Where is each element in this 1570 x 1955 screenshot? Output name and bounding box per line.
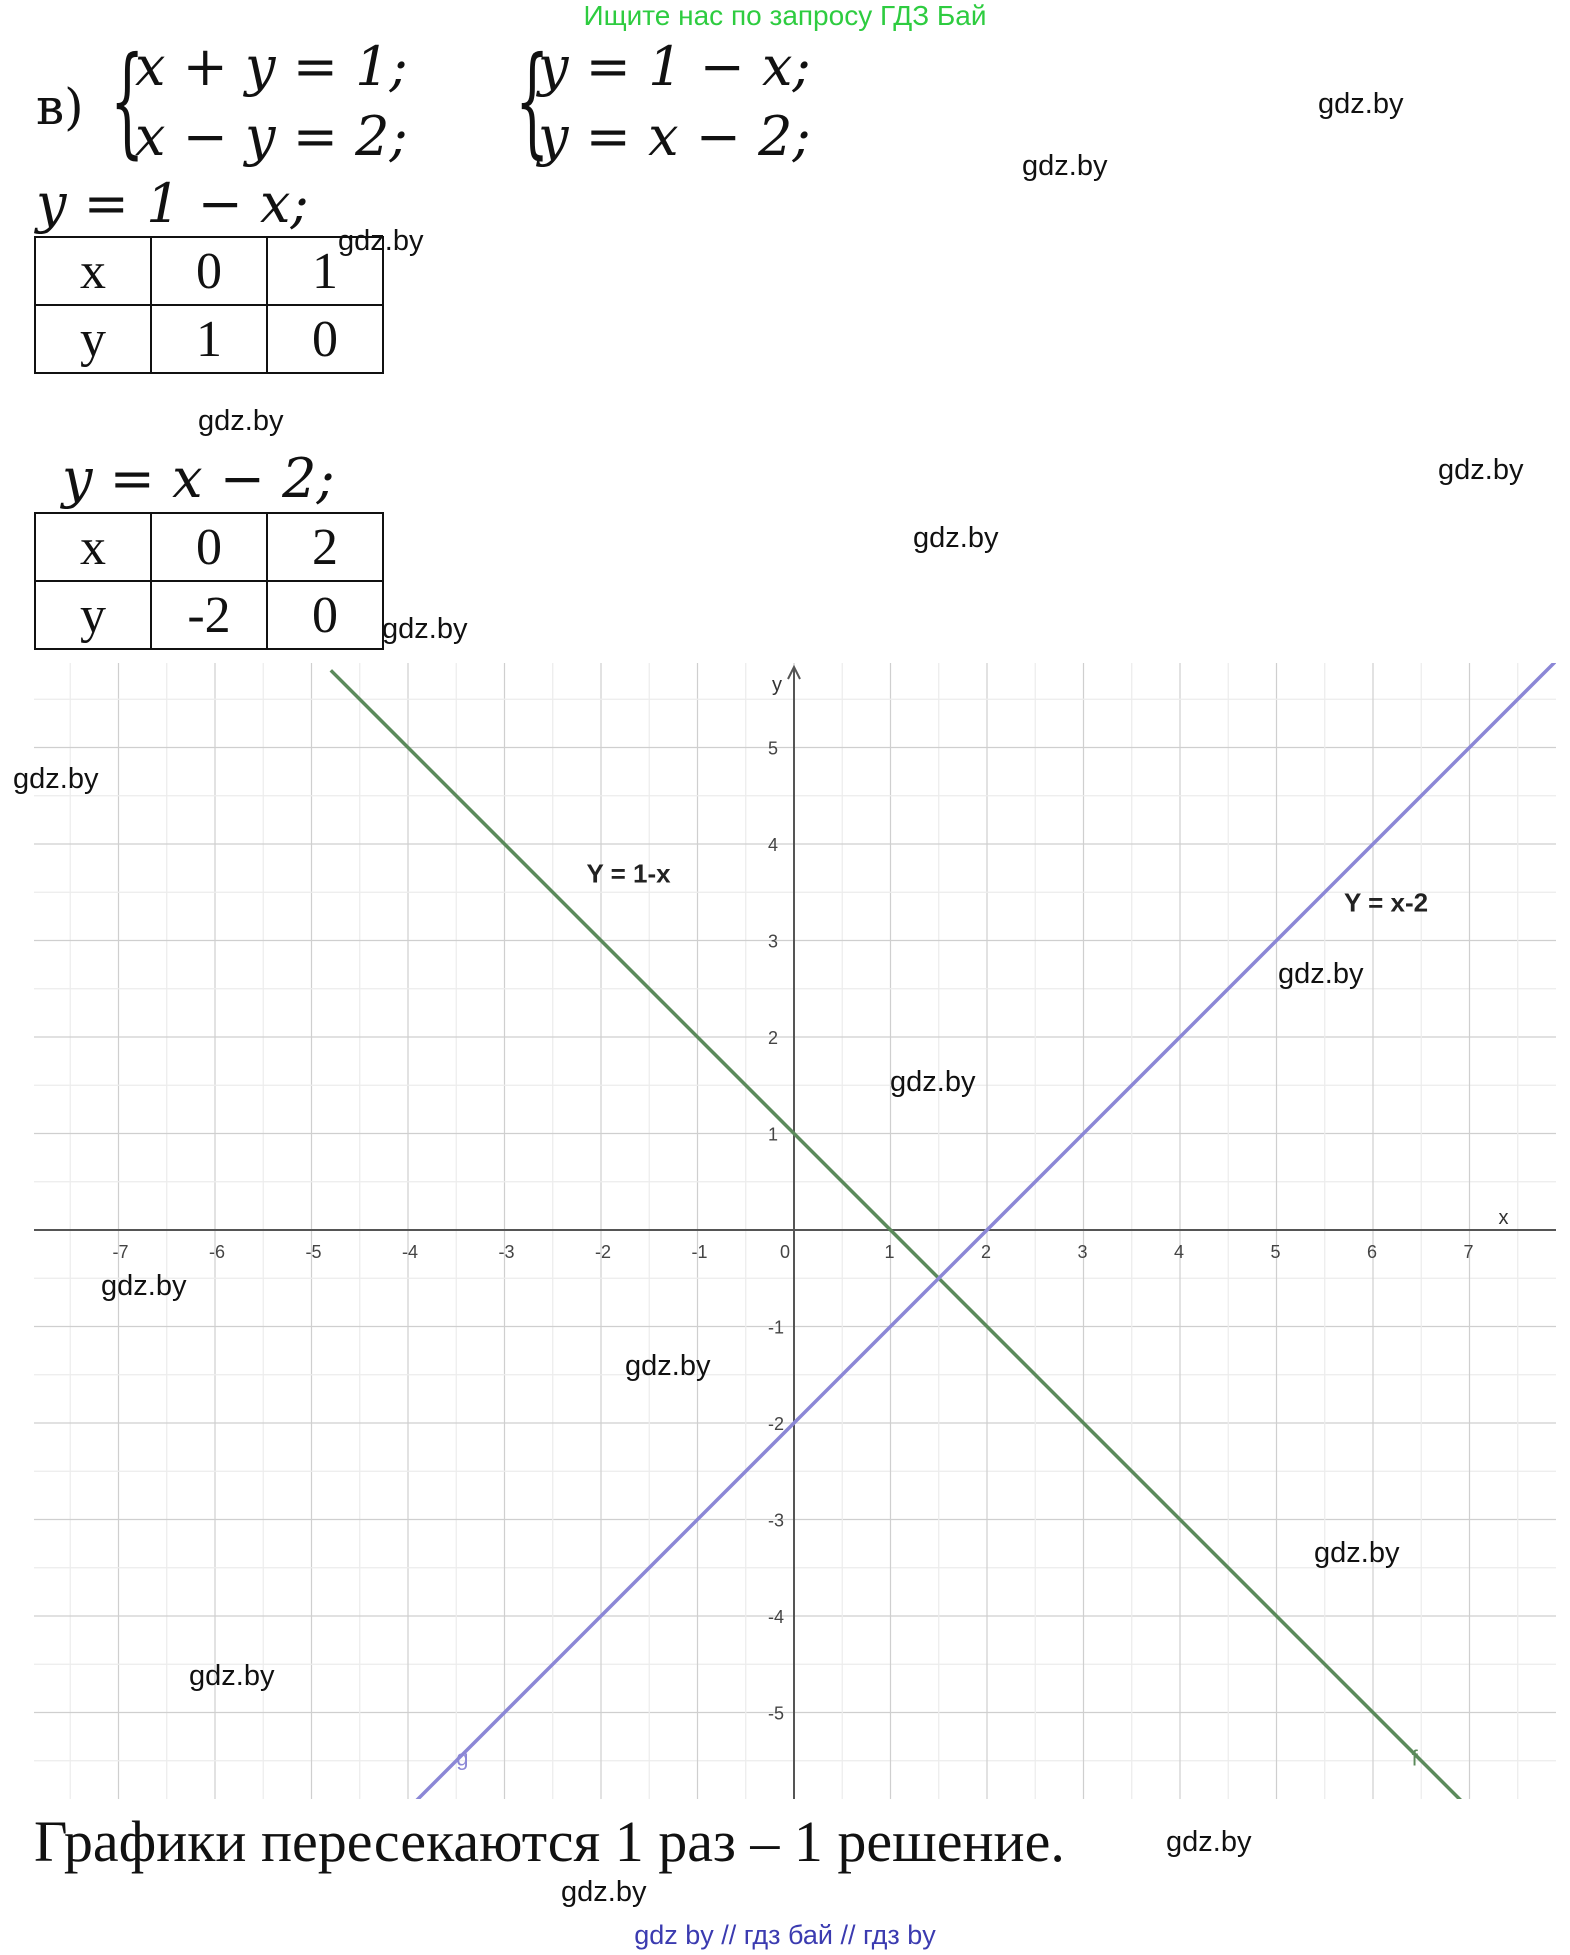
y-tick-label: -2 <box>768 1414 785 1434</box>
series-end-label-f: f <box>1411 1745 1418 1771</box>
values-table-2 <box>34 512 384 650</box>
system-left-brace: { <box>110 32 145 171</box>
watermark: gdz.by <box>625 1350 711 1382</box>
watermark: gdz.by <box>890 1066 976 1098</box>
y-tick-label: -3 <box>768 1510 785 1531</box>
table-cell: x <box>35 237 151 305</box>
table-cell: 2 <box>267 513 383 581</box>
y-tick-label: 2 <box>768 1028 779 1048</box>
x-tick-label: 1 <box>884 1242 895 1262</box>
watermark: gdz.by <box>1314 1537 1400 1569</box>
watermark: gdz.by <box>1278 958 1364 990</box>
watermark: gdz.by <box>1438 454 1524 486</box>
x-tick-label: -6 <box>209 1242 226 1262</box>
watermark: gdz.by <box>338 225 424 257</box>
x-tick-label: 3 <box>1077 1242 1088 1262</box>
system-right-brace: { <box>515 32 550 171</box>
table-cell: 0 <box>267 581 383 649</box>
table-cell: 0 <box>151 513 267 581</box>
table-cell: 1 <box>151 305 267 373</box>
x-tick-label: 2 <box>981 1242 992 1262</box>
watermark: gdz.by <box>1022 150 1108 182</box>
table-cell: 0 <box>267 305 383 373</box>
values-table-1 <box>34 236 384 374</box>
table-cell: -2 <box>151 581 267 649</box>
x-tick-label: 7 <box>1463 1242 1474 1262</box>
x-tick-label: -2 <box>595 1242 612 1262</box>
table-cell: 1 <box>267 237 383 305</box>
watermark: gdz.by <box>1318 88 1404 120</box>
series-label-f: Y = 1-x <box>586 858 671 889</box>
watermark: gdz.by <box>13 763 99 795</box>
series-label-g: Y = x-2 <box>1344 887 1429 918</box>
y-tick-label: 4 <box>768 835 779 855</box>
x-tick-label: -1 <box>691 1242 708 1262</box>
equation-2-heading: y = x − 2; <box>62 447 335 510</box>
y-tick-label: -1 <box>768 1317 785 1338</box>
y-tick-label: -5 <box>768 1703 785 1724</box>
table-row <box>35 237 383 305</box>
part-label: в) <box>36 78 84 136</box>
table-cell: y <box>35 305 151 373</box>
table-cell: 0 <box>151 237 267 305</box>
x-tick-label: 5 <box>1270 1242 1281 1262</box>
x-tick-label: -7 <box>112 1242 129 1262</box>
table-row <box>35 305 383 373</box>
y-tick-label: -4 <box>768 1607 785 1627</box>
x-axis-label: x <box>1498 1207 1509 1229</box>
equation-1-heading: y = 1 − x; <box>36 172 309 235</box>
x-tick-label: 6 <box>1367 1242 1378 1262</box>
watermark: gdz.by <box>101 1270 187 1302</box>
x-tick-label: -5 <box>305 1242 322 1262</box>
watermark: gdz.by <box>913 522 999 554</box>
watermark: gdz.by <box>198 405 284 437</box>
system-left-eq2: x − y = 2; <box>135 105 408 168</box>
y-tick-label: 5 <box>768 738 779 759</box>
x-tick-label: -3 <box>498 1242 515 1262</box>
table-row <box>35 513 383 581</box>
x-tick-label: -4 <box>402 1242 419 1262</box>
table-cell: x <box>35 513 151 581</box>
x-tick-label: 4 <box>1174 1242 1185 1262</box>
coordinate-graph <box>34 663 1556 1799</box>
x-tick-label: 0 <box>780 1242 791 1262</box>
table-row <box>35 581 383 649</box>
series-end-label-g: g <box>456 1745 469 1771</box>
table-cell: y <box>35 581 151 649</box>
footer-links[interactable]: gdz by // гдз бай // гдз by <box>634 1920 936 1950</box>
system-right-eq1: y = 1 − x; <box>538 35 811 98</box>
y-axis-label: y <box>772 674 782 696</box>
conclusion-text: Графики пересекаются 1 раз – 1 решение. <box>34 1809 1065 1874</box>
watermark: gdz.by <box>382 613 468 645</box>
watermark: gdz.by <box>189 1660 275 1692</box>
y-tick-label: 1 <box>768 1124 779 1145</box>
system-right-eq2: y = x − 2; <box>538 105 811 168</box>
system-left-eq1: x + y = 1; <box>135 35 408 98</box>
top-banner[interactable]: Ищите нас по запросу ГДЗ Бай <box>583 0 987 31</box>
watermark: gdz.by <box>1166 1826 1252 1858</box>
watermark: gdz.by <box>561 1876 647 1908</box>
y-tick-label: 3 <box>768 931 779 952</box>
